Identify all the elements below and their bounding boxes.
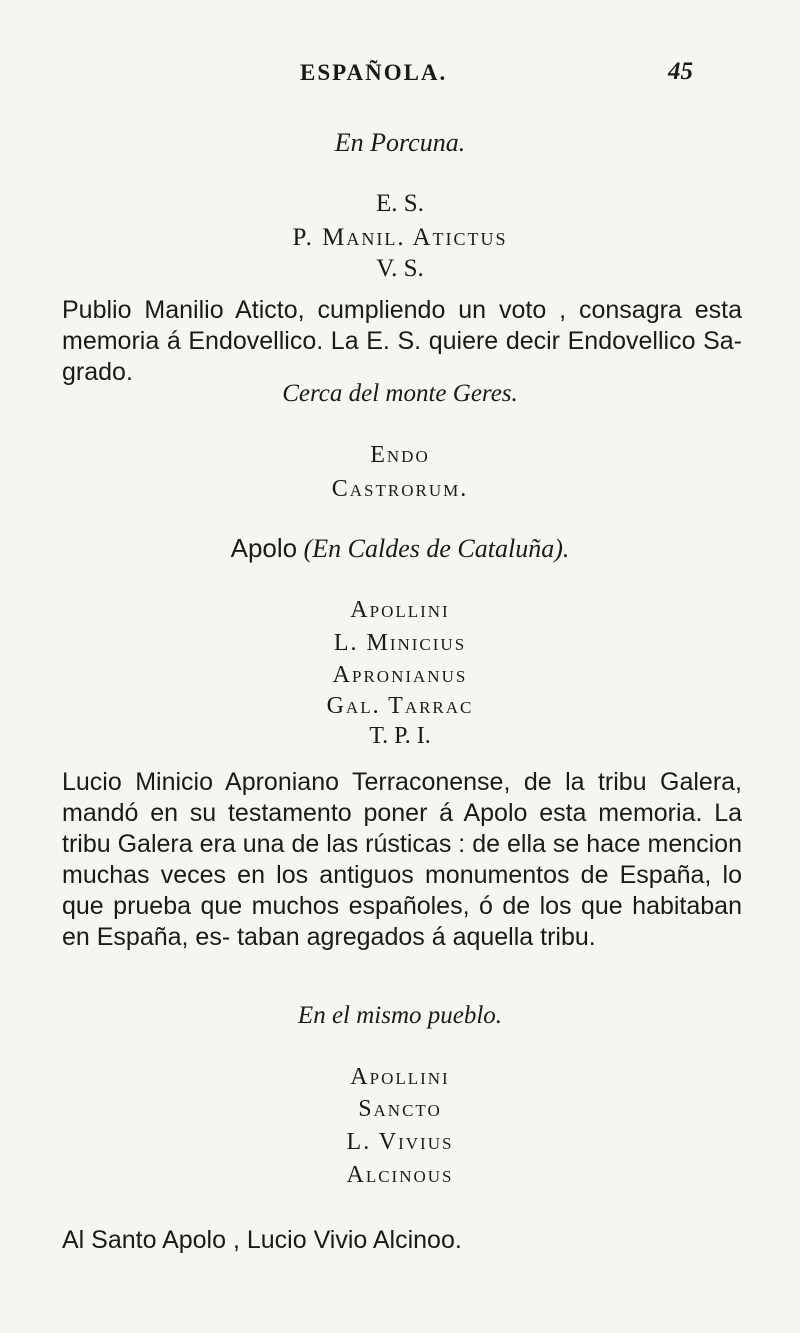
running-head: ESPAÑOLA. <box>300 60 448 85</box>
inscription-line: Apollini <box>350 597 450 623</box>
page-number: 45 <box>668 58 693 85</box>
inscription-line: Apronianus <box>332 662 468 688</box>
section-heading-mismo-pueblo: En el mismo pueblo. <box>297 1002 503 1029</box>
heading-italic: (En Caldes de Cataluña). <box>303 534 570 563</box>
section-heading-caldes <box>0 533 800 564</box>
heading-prefix: Apolo <box>230 533 298 563</box>
translation-line-alcinoo: Al Santo Apolo , Lucio Vivio Alcinoo. <box>62 1226 462 1254</box>
inscription-line: P. Manil. Atictus <box>292 224 508 251</box>
inscription-line: V. S. <box>376 255 424 282</box>
inscription-line: Sancto <box>358 1096 442 1122</box>
inscription-line: Endo <box>370 442 430 468</box>
inscription-line: L. Vivius <box>346 1129 454 1155</box>
section-heading-porcuna: En Porcuna. <box>334 128 466 157</box>
inscription-line: Castrorum. <box>331 476 469 502</box>
inscription-line: E. S. <box>376 190 424 217</box>
inscription-line: Alcinous <box>346 1162 454 1188</box>
inscription-line: T. P. I. <box>369 723 431 749</box>
inscription-line: L. Minicius <box>333 630 467 656</box>
paragraph-translation-manilio: Publio Manilio Aticto, cumpliendo un voto , consagra esta memoria á Endovellico. La E. S. quiere decir Endovellico Sa- grado. <box>62 296 742 386</box>
inscription-line: Gal. Tarrac <box>326 693 474 719</box>
section-heading-geres: Cerca del monte Geres. <box>282 380 518 407</box>
inscription-line: Apollini <box>350 1064 450 1090</box>
paragraph-translation-minicio: Lucio Minicio Aproniano Terraconense, de la tribu Galera, mandó en su testamento poner á Apolo esta memoria. La tribu Galera era una de las rústicas : de ella se hace mencion muchas veces en los antiguos monumentos de España, lo que prueba que muchos españoles, ó de los que habitaban en España, es- taban agregados á aquella tribu. <box>62 768 742 951</box>
page-header <box>0 60 800 100</box>
